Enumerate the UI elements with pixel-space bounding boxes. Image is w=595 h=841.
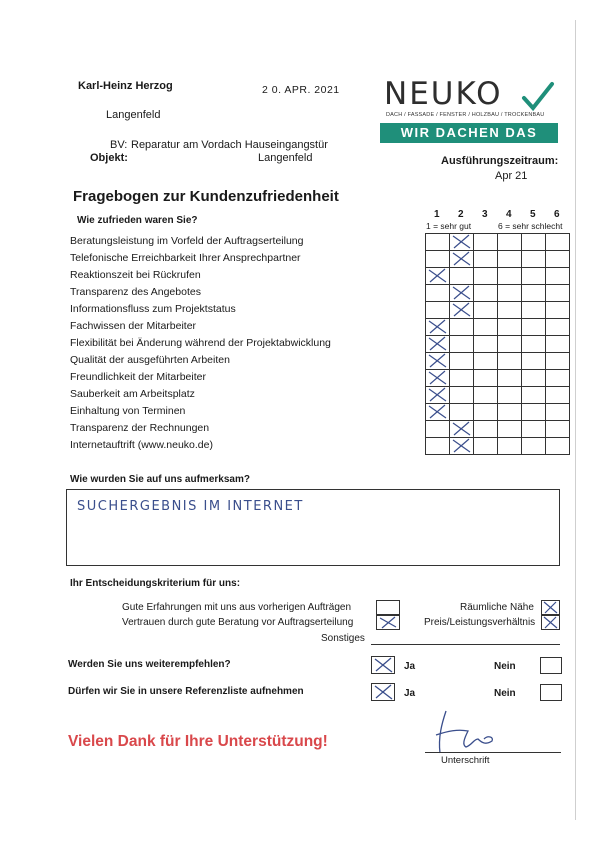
scale-number: 5 xyxy=(530,209,536,220)
question-label: Internetauftrift (www.neuko.de) xyxy=(70,439,213,451)
cross-mark-icon xyxy=(426,353,449,369)
logo-services: DACH / FASSADE / FENSTER / HOLZBAU / TROCKENBAU xyxy=(386,112,545,118)
cross-mark-icon xyxy=(426,268,449,284)
rating-cell[interactable] xyxy=(425,403,450,421)
rating-cell[interactable] xyxy=(473,403,498,421)
rating-cell[interactable] xyxy=(449,250,474,268)
rating-cell[interactable] xyxy=(449,369,474,387)
cross-mark-icon xyxy=(426,319,449,335)
question-label: Qualität der ausgeführten Arbeiten xyxy=(70,354,230,366)
rating-cell[interactable] xyxy=(545,369,570,387)
scale-number: 1 xyxy=(434,209,440,220)
rating-cell[interactable] xyxy=(545,284,570,302)
rating-cell[interactable] xyxy=(497,369,522,387)
cross-mark-icon xyxy=(450,251,473,267)
customer-name: Karl-Heinz Herzog xyxy=(78,80,173,92)
rating-cell[interactable] xyxy=(521,437,546,455)
reference-no-label: Nein xyxy=(494,688,516,699)
rating-cell[interactable] xyxy=(473,233,498,251)
rating-cell[interactable] xyxy=(497,386,522,404)
rating-cell[interactable] xyxy=(545,233,570,251)
rating-cell[interactable] xyxy=(521,318,546,336)
rating-cell[interactable] xyxy=(425,369,450,387)
recommend-no-label: Nein xyxy=(494,661,516,672)
rating-cell[interactable] xyxy=(545,403,570,421)
rating-cell[interactable] xyxy=(473,318,498,336)
question-label: Transparenz der Rechnungen xyxy=(70,422,210,434)
criteria-title: Ihr Entscheidungskriterium für uns: xyxy=(70,578,241,589)
scan-edge xyxy=(575,20,576,820)
objekt-label: Objekt: xyxy=(90,152,128,164)
rating-cell[interactable] xyxy=(449,284,474,302)
rating-cell[interactable] xyxy=(425,318,450,336)
handwritten-signature xyxy=(428,705,508,757)
rating-cell[interactable] xyxy=(425,420,450,438)
survey-question: Wie zufrieden waren Sie? xyxy=(77,215,198,226)
recommend-question: Werden Sie uns weiterempfehlen? xyxy=(68,659,231,670)
rating-cell[interactable] xyxy=(425,284,450,302)
rating-cell[interactable] xyxy=(521,250,546,268)
criteria-right-2-label: Preis/Leistungsverhältnis xyxy=(424,617,536,628)
rating-cell[interactable] xyxy=(521,369,546,387)
rating-cell[interactable] xyxy=(521,335,546,353)
recommend-no-checkbox[interactable] xyxy=(540,657,562,674)
rating-cell[interactable] xyxy=(449,318,474,336)
rating-cell[interactable] xyxy=(473,386,498,404)
cross-mark-icon xyxy=(450,438,473,454)
attention-question: Wie wurden Sie auf uns aufmerksam? xyxy=(70,474,250,485)
rating-cell[interactable] xyxy=(449,352,474,370)
rating-cell[interactable] xyxy=(497,318,522,336)
question-label: Freundlichkeit der Mitarbeiter xyxy=(70,371,206,383)
rating-cell[interactable] xyxy=(545,420,570,438)
rating-cell[interactable] xyxy=(497,233,522,251)
attention-answer-box[interactable] xyxy=(66,489,560,566)
rating-cell[interactable] xyxy=(473,335,498,353)
reference-yes-label: Ja xyxy=(404,688,416,699)
criteria-left-1-label: Gute Erfahrungen mit uns aus vorherigen Aufträgen xyxy=(122,602,352,613)
rating-cell[interactable] xyxy=(449,301,474,319)
period-label: Ausführungszeitraum: xyxy=(441,155,559,167)
rating-cell[interactable] xyxy=(545,267,570,285)
cross-mark-icon xyxy=(426,336,449,352)
rating-cell[interactable] xyxy=(545,318,570,336)
reference-no-checkbox[interactable] xyxy=(540,684,562,701)
rating-cell[interactable] xyxy=(449,267,474,285)
other-label: Sonstiges xyxy=(321,633,365,644)
cross-mark-icon xyxy=(542,616,559,629)
rating-cell[interactable] xyxy=(497,420,522,438)
rating-cell[interactable] xyxy=(449,420,474,438)
rating-cell[interactable] xyxy=(521,403,546,421)
rating-cell[interactable] xyxy=(449,403,474,421)
cross-mark-icon xyxy=(450,421,473,437)
question-label: Transparenz des Angebotes xyxy=(70,286,201,298)
question-label: Telefonische Erreichbarkeit Ihrer Ansprechpartner xyxy=(70,252,301,264)
rating-cell[interactable] xyxy=(473,420,498,438)
rating-cell[interactable] xyxy=(497,284,522,302)
signature-line xyxy=(425,752,561,753)
rating-cell[interactable] xyxy=(425,386,450,404)
cross-mark-icon xyxy=(426,404,449,420)
rating-cell[interactable] xyxy=(449,437,474,455)
rating-cell[interactable] xyxy=(449,233,474,251)
cross-mark-icon xyxy=(377,616,399,629)
rating-cell[interactable] xyxy=(497,352,522,370)
question-label: Beratungsleistung im Vorfeld der Auftragserteilung xyxy=(70,235,304,247)
criteria-right-2-checkbox[interactable] xyxy=(541,615,560,630)
period-value: Apr 21 xyxy=(495,170,528,182)
rating-cell[interactable] xyxy=(521,301,546,319)
rating-cell[interactable] xyxy=(473,437,498,455)
rating-cell[interactable] xyxy=(449,386,474,404)
cross-mark-icon xyxy=(426,387,449,403)
criteria-right-1-checkbox[interactable] xyxy=(541,600,560,615)
criteria-left-1-checkbox[interactable] xyxy=(376,600,400,615)
other-input-line[interactable] xyxy=(371,644,560,645)
rating-cell[interactable] xyxy=(425,352,450,370)
scale-number: 4 xyxy=(506,209,512,220)
thanks-message: Vielen Dank für Ihre Unterstützung! xyxy=(68,733,328,750)
date-stamp: 2 0. APR. 2021 xyxy=(262,84,340,96)
bv-label: BV: xyxy=(110,139,128,151)
cross-mark-icon xyxy=(542,601,559,614)
rating-cell[interactable] xyxy=(497,301,522,319)
attention-answer: SUCHERGEBNIS IM INTERNET xyxy=(77,499,304,514)
question-label: Einhaltung von Terminen xyxy=(70,405,186,417)
reference-yes-checkbox[interactable] xyxy=(371,683,395,701)
scale-best: 1 = sehr gut xyxy=(426,221,472,231)
rating-cell[interactable] xyxy=(545,335,570,353)
rating-cell[interactable] xyxy=(473,369,498,387)
rating-cell[interactable] xyxy=(545,250,570,268)
cross-mark-icon xyxy=(426,370,449,386)
objekt-value: Langenfeld xyxy=(258,152,313,164)
rating-cell[interactable] xyxy=(425,250,450,268)
logo-check-icon xyxy=(520,80,556,114)
rating-cell[interactable] xyxy=(521,386,546,404)
logo-wordmark: NEUKO xyxy=(384,76,503,112)
rating-cell[interactable] xyxy=(473,284,498,302)
question-label: Sauberkeit am Arbeitsplatz xyxy=(70,388,195,400)
rating-cell[interactable] xyxy=(497,335,522,353)
rating-cell[interactable] xyxy=(497,250,522,268)
rating-cell[interactable] xyxy=(545,437,570,455)
rating-cell[interactable] xyxy=(473,267,498,285)
rating-cell[interactable] xyxy=(497,403,522,421)
recommend-yes-label: Ja xyxy=(404,661,416,672)
scale-number: 3 xyxy=(482,209,488,220)
rating-cell[interactable] xyxy=(545,386,570,404)
question-label: Fachwissen der Mitarbeiter xyxy=(70,320,197,332)
cross-mark-icon xyxy=(450,234,473,250)
rating-cell[interactable] xyxy=(497,267,522,285)
cross-mark-icon xyxy=(450,285,473,301)
reference-question: Dürfen wir Sie in unsere Referenzliste aufnehmen xyxy=(68,686,304,697)
survey-title: Fragebogen zur Kundenzufriedenheit xyxy=(73,188,339,205)
criteria-left-2-label: Vertrauen durch gute Beratung vor Auftragserteilung xyxy=(122,617,354,628)
rating-cell[interactable] xyxy=(473,250,498,268)
rating-cell[interactable] xyxy=(545,352,570,370)
rating-cell[interactable] xyxy=(449,335,474,353)
rating-cell[interactable] xyxy=(425,437,450,455)
bv-value: Reparatur am Vordach Hauseingangstür xyxy=(131,139,328,151)
rating-cell[interactable] xyxy=(545,301,570,319)
rating-cell[interactable] xyxy=(425,301,450,319)
rating-cell[interactable] xyxy=(425,233,450,251)
rating-cell[interactable] xyxy=(497,437,522,455)
question-label: Flexibilität bei Änderung während der Projektabwicklung xyxy=(70,337,331,349)
criteria-left-2-checkbox[interactable] xyxy=(376,615,400,630)
cross-mark-icon xyxy=(372,657,394,673)
question-label: Informationsfluss zum Projektstatus xyxy=(70,303,236,315)
rating-cell[interactable] xyxy=(425,335,450,353)
scale-number: 2 xyxy=(458,209,464,220)
rating-cell[interactable] xyxy=(425,267,450,285)
recommend-yes-checkbox[interactable] xyxy=(371,656,395,674)
rating-cell[interactable] xyxy=(473,352,498,370)
question-label: Reaktionszeit bei Rückrufen xyxy=(70,269,201,281)
rating-cell[interactable] xyxy=(521,284,546,302)
rating-cell[interactable] xyxy=(473,301,498,319)
cross-mark-icon xyxy=(372,684,394,700)
rating-cell[interactable] xyxy=(521,233,546,251)
rating-cell[interactable] xyxy=(521,267,546,285)
rating-cell[interactable] xyxy=(521,420,546,438)
scale-number: 6 xyxy=(554,209,560,220)
rating-cell[interactable] xyxy=(521,352,546,370)
signature-label: Unterschrift xyxy=(441,755,490,766)
customer-city: Langenfeld xyxy=(106,109,161,121)
criteria-right-1-label: Räumliche Nähe xyxy=(460,602,534,613)
scale-worst: 6 = sehr schlecht xyxy=(498,221,563,231)
cross-mark-icon xyxy=(450,302,473,318)
neuko-logo xyxy=(380,76,560,145)
logo-slogan: WIR DACHEN DAS xyxy=(380,123,558,143)
